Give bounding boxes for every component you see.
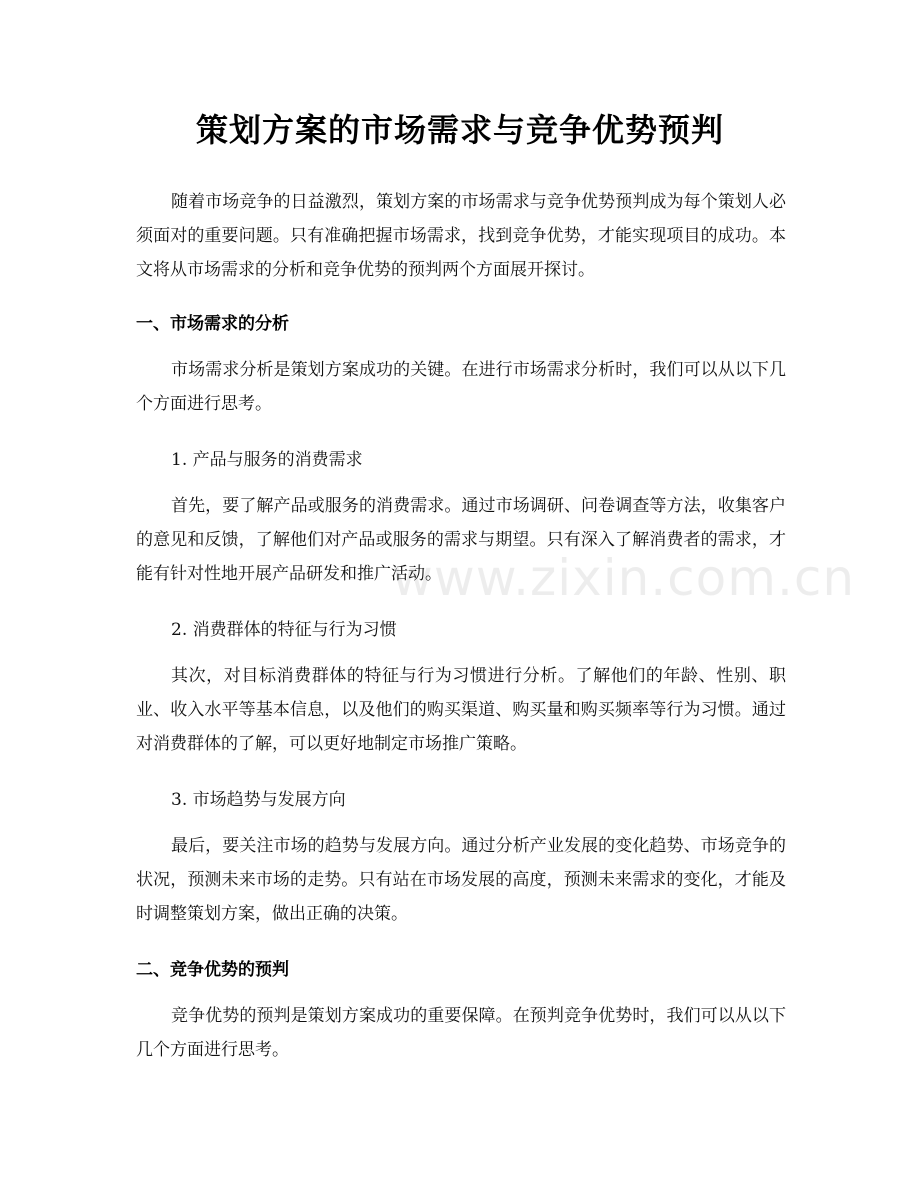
intro-paragraph: 随着市场竞争的日益激烈，策划方案的市场需求与竞争优势预判成为每个策划人必须面对的重要问题。只有准确把握市场需求，找到竞争优势，才能实现项目的成功。本文将从市场需求的分析和竞争优势的预判两个方面展开探讨。 xyxy=(136,192,786,280)
section2-intro-paragraph: 竞争优势的预判是策划方案成功的重要保障。在预判竞争优势时，我们可以从以下几个方面进行思考。 xyxy=(136,1006,786,1060)
subheading-consumer-group: 2. 消费群体的特征与行为习惯 xyxy=(171,620,397,640)
paragraph-consumer-group: 其次，对目标消费群体的特征与行为习惯进行分析。了解他们的年龄、性别、职业、收入水平等基本信息，以及他们的购买渠道、购买量和购买频率等行为习惯。通过对消费群体的了解，可以更好地制定市场推广策略。 xyxy=(136,666,786,754)
section-heading-market-demand: 一、市场需求的分析 xyxy=(136,314,289,334)
watermark: www.zixin.com.cn xyxy=(392,549,856,607)
paragraph-consumer-demand: 首先，要了解产品或服务的消费需求。通过市场调研、问卷调查等方法，收集客户的意见和反馈，了解他们对产品或服务的需求与期望。只有深入了解消费者的需求，才能有针对性地开展产品研发和推广活动。 xyxy=(136,496,786,584)
section-heading-competitive-advantage: 二、竞争优势的预判 xyxy=(136,960,289,980)
paragraph-market-trend: 最后，要关注市场的趋势与发展方向。通过分析产业发展的变化趋势、市场竞争的状况，预测未来市场的走势。只有站在市场发展的高度，预测未来需求的变化，才能及时调整策划方案，做出正确的决策。 xyxy=(136,836,786,924)
subheading-consumer-demand: 1. 产品与服务的消费需求 xyxy=(171,450,363,470)
subheading-market-trend: 3. 市场趋势与发展方向 xyxy=(171,790,346,810)
section1-intro-paragraph: 市场需求分析是策划方案成功的关键。在进行市场需求分析时，我们可以从以下几个方面进行思考。 xyxy=(136,360,786,414)
document-title: 策划方案的市场需求与竞争优势预判 xyxy=(195,111,724,149)
